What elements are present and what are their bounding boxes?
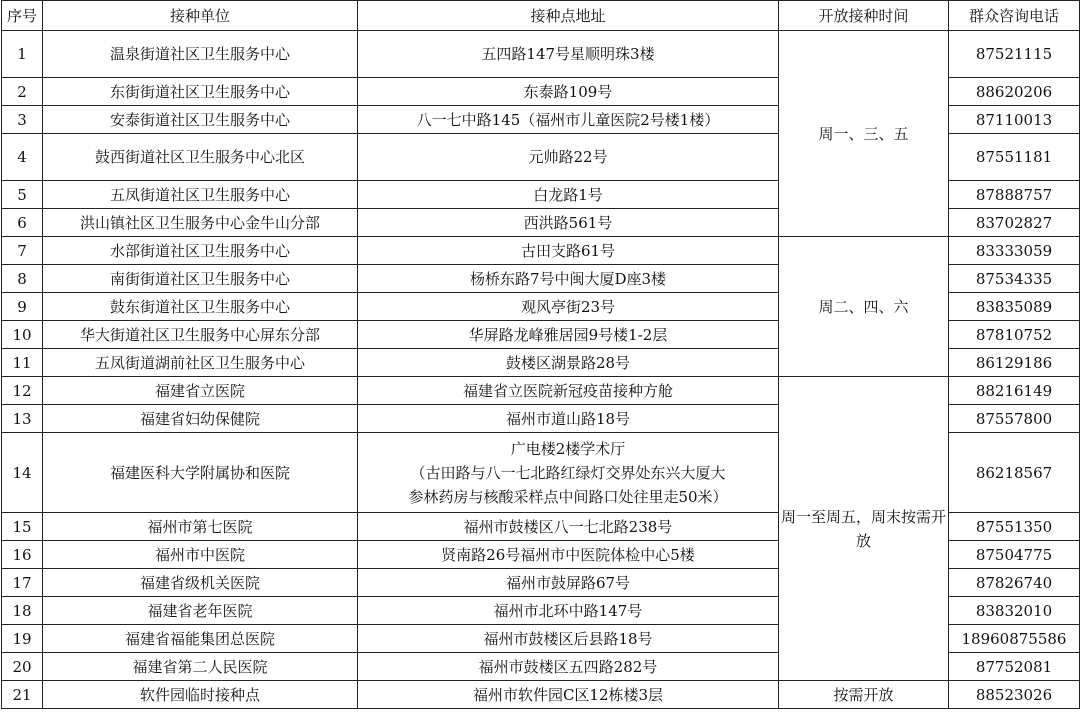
row-address: 西洪路561号 xyxy=(358,209,779,237)
row-no: 15 xyxy=(2,513,43,541)
row-unit: 福建省立医院 xyxy=(43,377,358,405)
row-phone: 87810752 xyxy=(949,321,1080,349)
row-no: 11 xyxy=(2,349,43,377)
row-phone: 88216149 xyxy=(949,377,1080,405)
open-time-group-3: 周一至周五，周末按需开放 xyxy=(779,377,949,681)
row-address: 福州市鼓楼区八一七北路238号 xyxy=(358,513,779,541)
row-address: 贤南路26号福州市中医院体检中心5楼 xyxy=(358,541,779,569)
row-address: 五四路147号星顺明珠3楼 xyxy=(358,31,779,78)
row-address: 华屏路龙峰雅居园9号楼1-2层 xyxy=(358,321,779,349)
row-no: 14 xyxy=(2,433,43,513)
header-unit: 接种单位 xyxy=(43,1,358,31)
row-phone: 87888757 xyxy=(949,181,1080,209)
row-no: 5 xyxy=(2,181,43,209)
row-address-multiline xyxy=(358,433,779,513)
row-phone: 18960875586 xyxy=(949,625,1080,653)
row-address: 福建省立医院新冠疫苗接种方舱 xyxy=(358,377,779,405)
row-phone: 87826740 xyxy=(949,569,1080,597)
row-no: 9 xyxy=(2,293,43,321)
row-unit: 温泉街道社区卫生服务中心 xyxy=(43,31,358,78)
row-phone: 88523026 xyxy=(949,681,1080,709)
row-phone: 83702827 xyxy=(949,209,1080,237)
row-no: 21 xyxy=(2,681,43,709)
address-line: （古田路与八一七北路红绿灯交界处东兴大厦大 xyxy=(410,463,726,482)
row-unit: 福建省妇幼保健院 xyxy=(43,405,358,433)
row-phone: 83835089 xyxy=(949,293,1080,321)
row-phone: 87551181 xyxy=(949,134,1080,181)
row-address: 福州市道山路18号 xyxy=(358,405,779,433)
table-row xyxy=(2,681,1080,709)
header-time: 开放接种时间 xyxy=(779,1,949,31)
row-no: 20 xyxy=(2,653,43,681)
row-no: 10 xyxy=(2,321,43,349)
row-no: 1 xyxy=(2,31,43,78)
row-unit: 五凤街道社区卫生服务中心 xyxy=(43,181,358,209)
row-phone: 87534335 xyxy=(949,265,1080,293)
row-unit: 福建省福能集团总医院 xyxy=(43,625,358,653)
row-unit: 福州市中医院 xyxy=(43,541,358,569)
table-header-row xyxy=(2,1,1080,31)
row-address: 八一七中路145（福州市儿童医院2号楼1楼） xyxy=(358,106,779,134)
row-phone: 87557800 xyxy=(949,405,1080,433)
header-address: 接种点地址 xyxy=(358,1,779,31)
row-address: 福州市北环中路147号 xyxy=(358,597,779,625)
table-row xyxy=(2,377,1080,405)
row-unit: 鼓西街道社区卫生服务中心北区 xyxy=(43,134,358,181)
row-unit: 福州市第七医院 xyxy=(43,513,358,541)
row-address: 杨桥东路7号中闽大厦D座3楼 xyxy=(358,265,779,293)
header-no: 序号 xyxy=(2,1,43,31)
row-phone: 87521115 xyxy=(949,31,1080,78)
row-no: 8 xyxy=(2,265,43,293)
row-unit: 软件园临时接种点 xyxy=(43,681,358,709)
table-row xyxy=(2,31,1080,78)
row-no: 2 xyxy=(2,78,43,106)
row-no: 17 xyxy=(2,569,43,597)
row-unit: 福建省级机关医院 xyxy=(43,569,358,597)
vaccination-sites-table xyxy=(1,0,1080,709)
row-address: 元帅路22号 xyxy=(358,134,779,181)
row-phone: 86129186 xyxy=(949,349,1080,377)
open-time-group-2: 周二、四、六 xyxy=(779,237,949,377)
row-unit: 东街街道社区卫生服务中心 xyxy=(43,78,358,106)
row-no: 18 xyxy=(2,597,43,625)
row-unit: 福建省老年医院 xyxy=(43,597,358,625)
header-phone: 群众咨询电话 xyxy=(949,1,1080,31)
row-no: 16 xyxy=(2,541,43,569)
row-address: 福州市软件园C区12栋楼3层 xyxy=(358,681,779,709)
row-address: 福州市鼓楼区后县路18号 xyxy=(358,625,779,653)
row-unit: 鼓东街道社区卫生服务中心 xyxy=(43,293,358,321)
row-unit: 洪山镇社区卫生服务中心金牛山分部 xyxy=(43,209,358,237)
table-row xyxy=(2,237,1080,265)
open-time-group-1: 周一、三、五 xyxy=(779,31,949,237)
row-address: 鼓楼区湖景路28号 xyxy=(358,349,779,377)
row-phone: 87551350 xyxy=(949,513,1080,541)
row-no: 13 xyxy=(2,405,43,433)
row-no: 6 xyxy=(2,209,43,237)
row-phone: 86218567 xyxy=(949,433,1080,513)
row-phone: 87110013 xyxy=(949,106,1080,134)
row-no: 7 xyxy=(2,237,43,265)
row-phone: 87504775 xyxy=(949,541,1080,569)
row-unit: 福建省第二人民医院 xyxy=(43,653,358,681)
open-time-group-4: 按需开放 xyxy=(779,681,949,709)
row-address: 福州市鼓楼区五四路282号 xyxy=(358,653,779,681)
row-address: 福州市鼓屏路67号 xyxy=(358,569,779,597)
row-unit: 华大街道社区卫生服务中心屏东分部 xyxy=(43,321,358,349)
row-phone: 83832010 xyxy=(949,597,1080,625)
row-address: 古田支路61号 xyxy=(358,237,779,265)
address-line: 参林药房与核酸采样点中间路口处往里走50米） xyxy=(408,487,728,506)
row-phone: 83333059 xyxy=(949,237,1080,265)
row-unit: 福建医科大学附属协和医院 xyxy=(43,433,358,513)
row-unit: 安泰街道社区卫生服务中心 xyxy=(43,106,358,134)
row-no: 3 xyxy=(2,106,43,134)
row-address: 东泰路109号 xyxy=(358,78,779,106)
address-line: 广电楼2楼学术厅 xyxy=(510,439,626,458)
row-phone: 88620206 xyxy=(949,78,1080,106)
row-address: 白龙路1号 xyxy=(358,181,779,209)
row-address: 观风亭街23号 xyxy=(358,293,779,321)
row-no: 19 xyxy=(2,625,43,653)
row-unit: 五凤街道湖前社区卫生服务中心 xyxy=(43,349,358,377)
row-no: 12 xyxy=(2,377,43,405)
row-unit: 水部街道社区卫生服务中心 xyxy=(43,237,358,265)
row-phone: 87752081 xyxy=(949,653,1080,681)
row-unit: 南街街道社区卫生服务中心 xyxy=(43,265,358,293)
row-no: 4 xyxy=(2,134,43,181)
